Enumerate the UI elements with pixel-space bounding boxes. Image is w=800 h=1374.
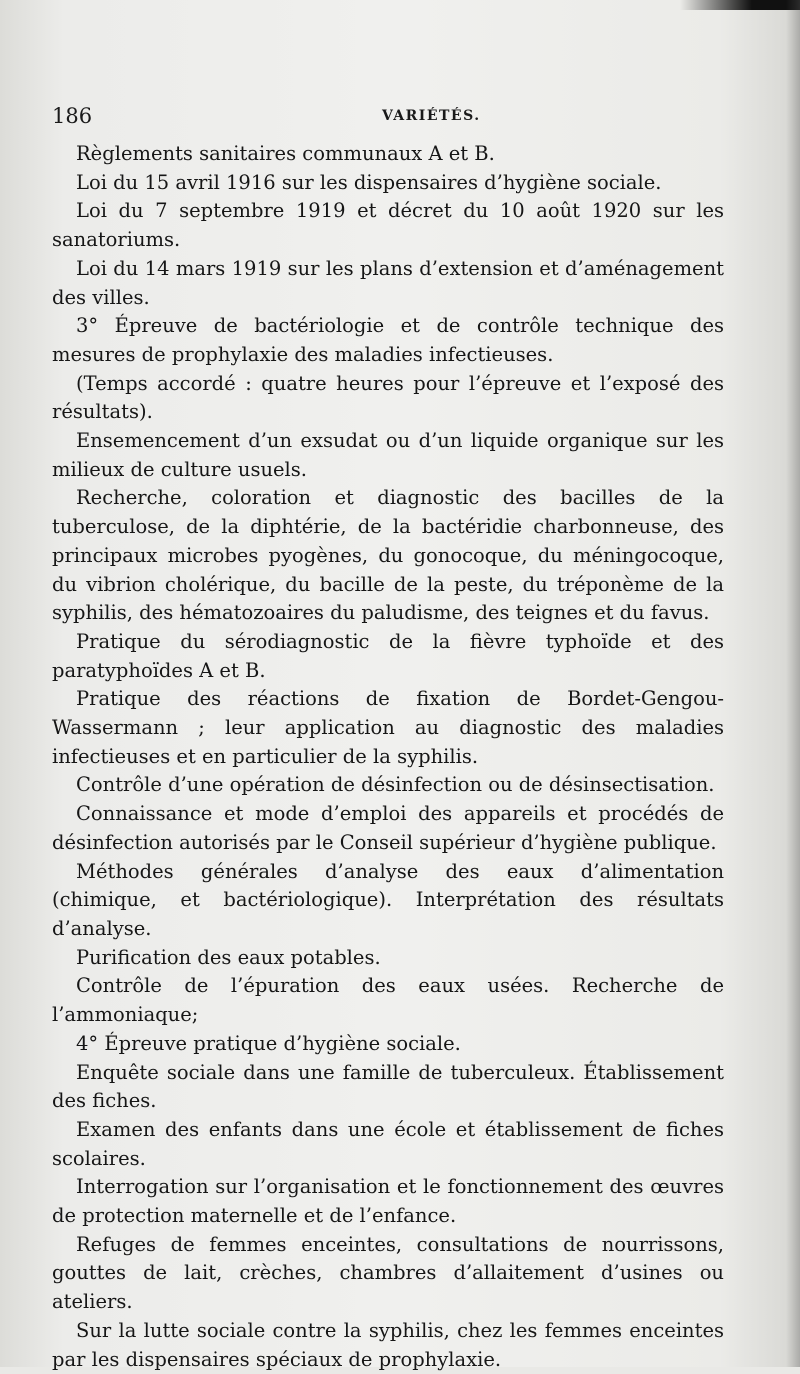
paragraph: Examen des enfants dans une école et établissement de fiches scolaires. [52, 1117, 724, 1170]
paragraph: Connaissance et mode d’emploi des appareils et procédés de désinfection autorisés par le Conseil supérieur d’hygiène publique. [52, 802, 724, 854]
paragraph: Loi du 15 avril 1916 sur les dispensaires d’hygiène sociale. [76, 170, 662, 194]
page-header [52, 104, 732, 134]
paragraph: Méthodes générales d’analyse des eaux d’alimentation (chimique, et bactériologique). Interprétation des résultats d’analyse. [52, 859, 724, 940]
paragraph: Loi du 7 septembre 1919 et décret du 10 août 1920 sur les sanatoriums. [52, 199, 724, 252]
paragraph: (Temps accordé : quatre heures pour l’épreuve et l’exposé des résultats). [52, 371, 724, 424]
running-head: VARIÉTÉS. [382, 108, 481, 124]
paragraph: Interrogation sur l’organisation et le fonctionnement des œuvres de protection maternelle et de l’enfance. [52, 1175, 724, 1228]
paragraph: Purification des eaux potables. [76, 945, 381, 969]
paragraph: Règlements sanitaires communaux A et B. [76, 142, 495, 165]
scan-edge-shadow [680, 0, 800, 10]
paragraph: Recherche, coloration et diagnostic des bacilles de la tuberculose, de la diphtérie, de la bactéridie charbonneuse, des principaux microbes pyogènes, du gonocoque, du méningocoque, du vibrion cholérique, du bacille de la peste, du tréponème de la syphilis, des hématozoaires du paludisme, des teignes et du favus. [52, 486, 724, 625]
page-gutter-shadow [786, 0, 800, 1367]
body-text [52, 140, 724, 1374]
paragraph: Sur la lutte sociale contre la syphilis, chez les femmes enceintes par les dispensaires spéciaux de prophylaxie. [52, 1318, 724, 1371]
paragraph: Contrôle d’une opération de désinfection ou de désinsectisation. [76, 773, 715, 797]
paragraph: 3° Épreuve de bactériologie et de contrôle technique des mesures de prophylaxie des maladies infectieuses. [52, 314, 724, 366]
paragraph: Refuges de femmes enceintes, consultations de nourrissons, gouttes de lait, crèches, chambres d’allaitement d’usines ou ateliers. [52, 1232, 724, 1314]
paragraph: 4° Épreuve pratique d’hygiène sociale. [76, 1031, 461, 1055]
paragraph: Ensemencement d’un exsudat ou d’un liquide organique sur les milieux de culture usuels. [52, 429, 724, 481]
paragraph: Pratique du sérodiagnostic de la fièvre typhoïde et des paratyphoïdes A et B. [52, 629, 724, 682]
paragraph: Contrôle de l’épuration des eaux usées. Recherche de l’ammoniaque; [52, 974, 724, 1027]
paragraph: Pratique des réactions de fixation de Bordet-Gengou-Wassermann ; leur application au diagnostic des maladies infectieuses et en particulier de la syphilis. [52, 687, 724, 768]
paragraph: Loi du 14 mars 1919 sur les plans d’extension et d’aménagement des villes. [52, 256, 724, 309]
page-number: 186 [52, 104, 93, 128]
paragraph: Enquête sociale dans une famille de tuberculeux. Établissement des fiches. [52, 1060, 724, 1113]
